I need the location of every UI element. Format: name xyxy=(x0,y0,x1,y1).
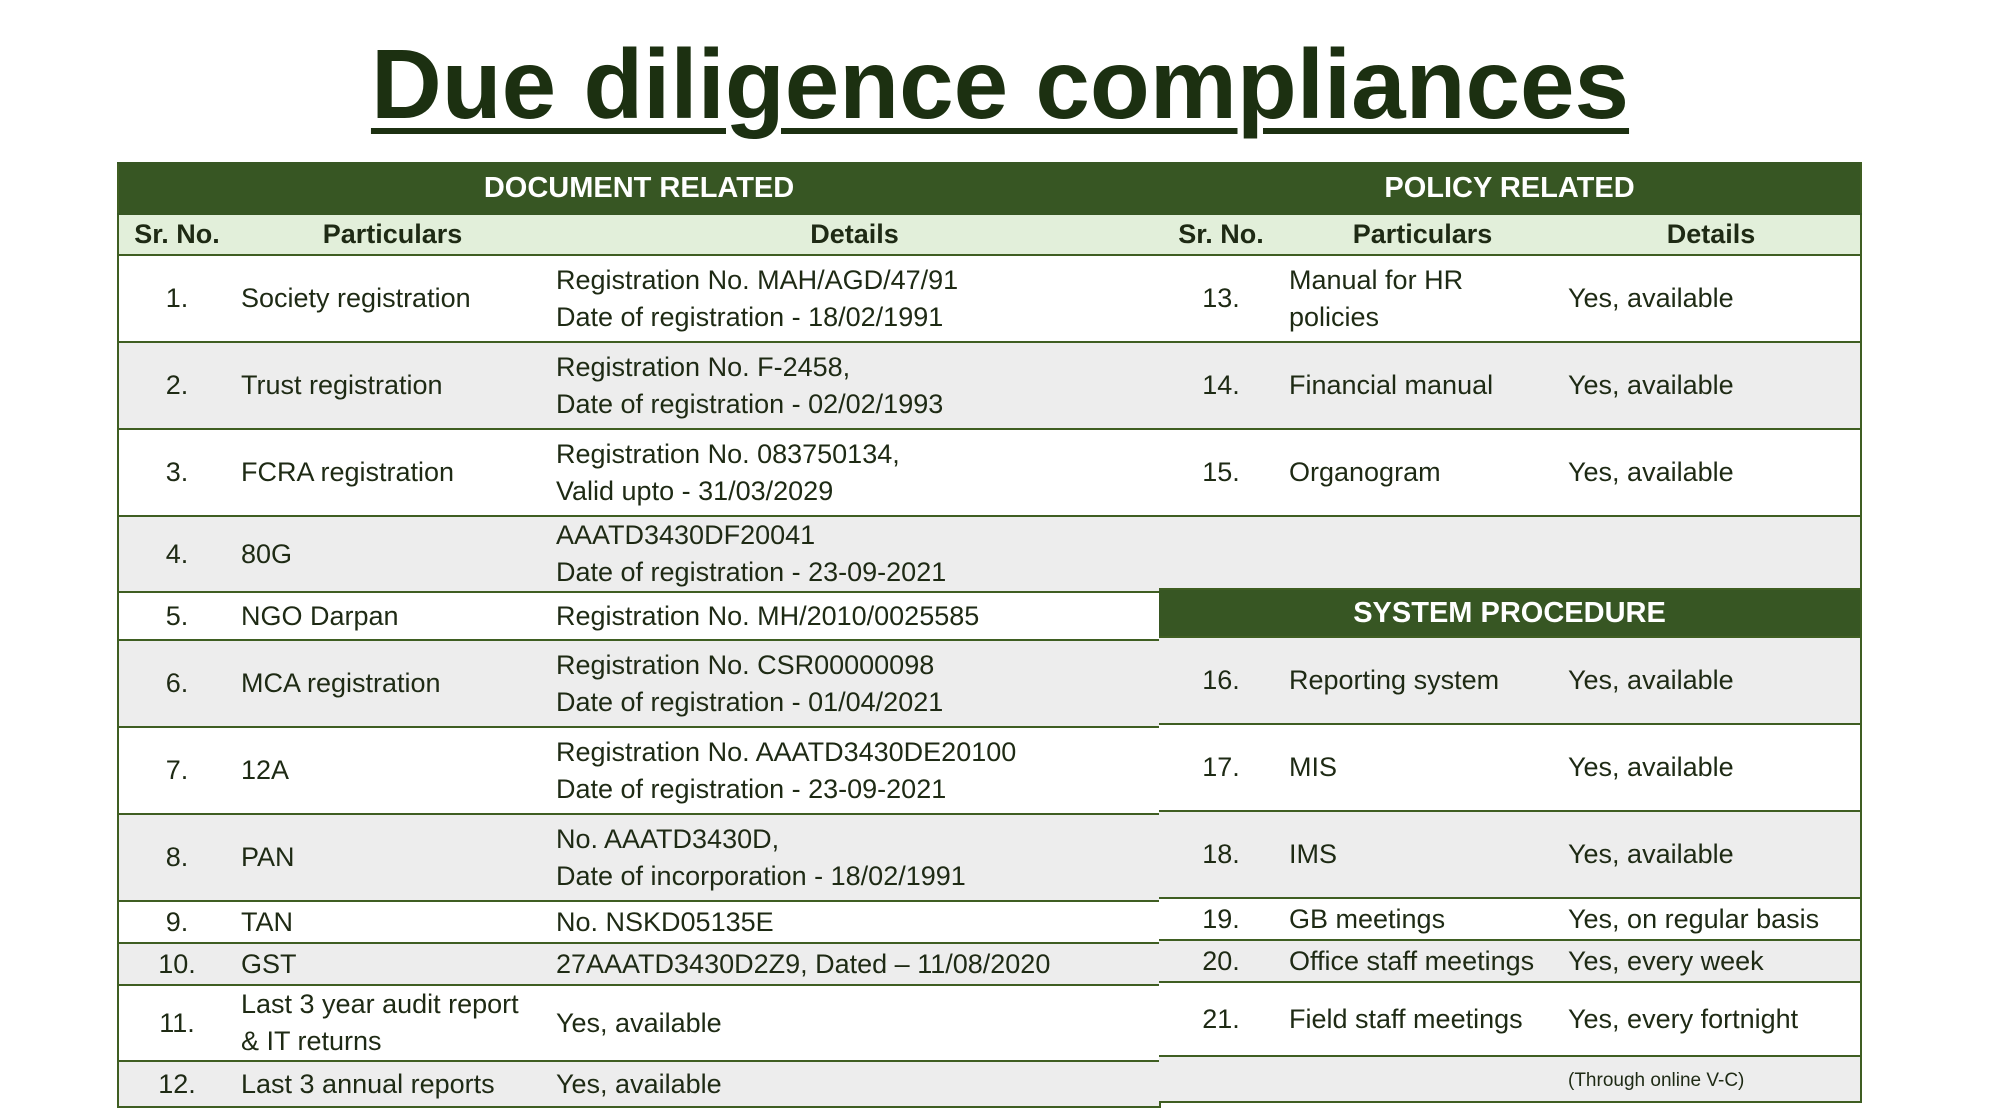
sr-no-cell: 12. xyxy=(118,1061,235,1107)
sr-no-cell: 11. xyxy=(118,985,235,1061)
particular-cell: Organogram xyxy=(1283,429,1562,516)
particular-cell: Last 3 annual reports xyxy=(235,1061,550,1107)
table-row xyxy=(118,943,1160,985)
table-row xyxy=(118,640,1160,727)
document-related-table xyxy=(117,162,1161,1108)
details-cell xyxy=(550,342,1160,429)
blank-cell xyxy=(1159,516,1861,589)
table-row xyxy=(1159,255,1861,342)
details-line: Registration No. CSR00000098 xyxy=(556,649,935,680)
particular-cell: Last 3 year audit report & IT returns xyxy=(235,985,550,1061)
particular-cell: Trust registration xyxy=(235,342,550,429)
sr-no-cell: 20. xyxy=(1159,940,1283,982)
column-header-particulars: Particulars xyxy=(235,214,550,255)
table-row xyxy=(118,255,1160,342)
details-cell: Yes, on regular basis xyxy=(1562,898,1861,940)
table-row xyxy=(118,342,1160,429)
particular-cell: MCA registration xyxy=(235,640,550,727)
particular-cell: Manual for HR policies xyxy=(1283,255,1562,342)
policy-related-table xyxy=(1159,162,1862,1103)
details-line: Date of registration - 02/02/1993 xyxy=(556,388,944,419)
table-row xyxy=(118,901,1160,943)
column-header-details: Details xyxy=(1562,214,1861,255)
details-cell xyxy=(550,429,1160,516)
document-related-heading: DOCUMENT RELATED xyxy=(118,163,1160,214)
particular-cell: Reporting system xyxy=(1283,637,1562,724)
system-procedure-heading: SYSTEM PROCEDURE xyxy=(1159,589,1861,637)
table-row xyxy=(1159,811,1861,898)
details-line: Registration No. AAATD3430DE20100 xyxy=(556,736,1017,767)
sr-no-cell: 10. xyxy=(118,943,235,985)
particular-cell: PAN xyxy=(235,814,550,901)
sr-no-cell: 15. xyxy=(1159,429,1283,516)
particular-cell: MIS xyxy=(1283,724,1562,811)
sr-no-cell: 16. xyxy=(1159,637,1283,724)
sr-no-cell: 6. xyxy=(118,640,235,727)
sr-no-cell: 19. xyxy=(1159,898,1283,940)
particular-cell: 12A xyxy=(235,727,550,814)
table-row xyxy=(118,985,1160,1061)
details-cell xyxy=(550,985,1160,1061)
details-line: Registration No. MAH/AGD/47/91 xyxy=(556,264,959,295)
details-cell xyxy=(550,640,1160,727)
sr-no-cell: 9. xyxy=(118,901,235,943)
details-line: Date of registration - 23-09-2021 xyxy=(556,557,947,587)
table-row xyxy=(118,814,1160,901)
blank-row xyxy=(1159,516,1861,589)
details-cell xyxy=(550,901,1160,943)
details-line: Registration No. MH/2010/0025585 xyxy=(556,600,980,631)
details-cell xyxy=(550,255,1160,342)
details-line: No. NSKD05135E xyxy=(556,906,774,937)
table-row xyxy=(1159,429,1861,516)
table-row xyxy=(1159,982,1861,1056)
sr-no-cell: 5. xyxy=(118,592,235,640)
particular-cell: Office staff meetings xyxy=(1283,940,1562,982)
table-row xyxy=(1159,940,1861,982)
column-header-particulars: Particulars xyxy=(1283,214,1562,255)
compliance-tables xyxy=(117,162,1861,1099)
particular-cell: IMS xyxy=(1283,811,1562,898)
page-title: Due diligence compliances xyxy=(370,29,1630,139)
details-cell xyxy=(550,814,1160,901)
table-row xyxy=(1159,898,1861,940)
note-text: (Through online V-C) xyxy=(1568,1070,1745,1091)
table-row xyxy=(118,727,1160,814)
details-cell: Yes, every fortnight xyxy=(1562,982,1861,1056)
sr-no-cell: 13. xyxy=(1159,255,1283,342)
column-header-details: Details xyxy=(550,214,1160,255)
details-line: AAATD3430DF20041 xyxy=(556,520,816,550)
details-cell: Yes, every week xyxy=(1562,940,1861,982)
details-line: 27AAATD3430D2Z9, Dated – 11/08/2020 xyxy=(556,948,1051,979)
details-cell xyxy=(550,592,1160,640)
particular-cell: Society registration xyxy=(235,255,550,342)
particular-cell: 80G xyxy=(235,516,550,592)
details-line: Registration No. F-2458, xyxy=(556,351,851,382)
sr-no-cell: 1. xyxy=(118,255,235,342)
details-cell: Yes, available xyxy=(1562,811,1861,898)
sr-no-cell: 7. xyxy=(118,727,235,814)
details-cell: Yes, available xyxy=(1562,637,1861,724)
details-line: Date of registration - 01/04/2021 xyxy=(556,686,944,717)
details-cell: Yes, available xyxy=(1562,724,1861,811)
sr-no-cell: 2. xyxy=(118,342,235,429)
column-header-sr-no: Sr. No. xyxy=(1159,214,1283,255)
details-line: No. AAATD3430D, xyxy=(556,823,780,854)
details-line: Date of registration - 18/02/1991 xyxy=(556,301,944,332)
particular-cell: NGO Darpan xyxy=(235,592,550,640)
details-cell: Yes, available xyxy=(1562,255,1861,342)
particular-cell: Financial manual xyxy=(1283,342,1562,429)
table-row xyxy=(1159,342,1861,429)
details-cell xyxy=(550,1061,1160,1107)
table-row xyxy=(1159,637,1861,724)
table-row xyxy=(1159,724,1861,811)
particular-cell: FCRA registration xyxy=(235,429,550,516)
table-row xyxy=(118,592,1160,640)
table-row xyxy=(118,1061,1160,1107)
system-procedure-heading-row xyxy=(1159,589,1861,637)
sr-no-cell xyxy=(1159,1056,1283,1102)
details-line: Yes, available xyxy=(556,1068,722,1099)
details-cell: Yes, available xyxy=(1562,429,1861,516)
column-header-sr-no: Sr. No. xyxy=(118,214,235,255)
sr-no-cell: 18. xyxy=(1159,811,1283,898)
table-row xyxy=(118,429,1160,516)
particular-cell xyxy=(1283,1056,1562,1102)
sr-no-cell: 4. xyxy=(118,516,235,592)
particular-cell: TAN xyxy=(235,901,550,943)
sr-no-cell: 21. xyxy=(1159,982,1283,1056)
sr-no-cell: 14. xyxy=(1159,342,1283,429)
details-line: Date of registration - 23-09-2021 xyxy=(556,773,947,804)
particular-cell: GST xyxy=(235,943,550,985)
details-cell: Yes, available xyxy=(1562,342,1861,429)
note-row xyxy=(1159,1056,1861,1102)
details-line: Yes, available xyxy=(556,1007,722,1038)
sr-no-cell: 8. xyxy=(118,814,235,901)
details-cell xyxy=(550,943,1160,985)
details-line: Date of incorporation - 18/02/1991 xyxy=(556,860,966,891)
details-line: Registration No. 083750134, xyxy=(556,438,900,469)
note-cell xyxy=(1562,1056,1861,1102)
sr-no-cell: 17. xyxy=(1159,724,1283,811)
details-cell xyxy=(550,516,1160,592)
table-row xyxy=(118,516,1160,592)
details-cell xyxy=(550,727,1160,814)
sr-no-cell: 3. xyxy=(118,429,235,516)
particular-cell: GB meetings xyxy=(1283,898,1562,940)
particular-cell: Field staff meetings xyxy=(1283,982,1562,1056)
details-line: Valid upto - 31/03/2029 xyxy=(556,475,834,506)
policy-related-heading: POLICY RELATED xyxy=(1159,163,1861,214)
